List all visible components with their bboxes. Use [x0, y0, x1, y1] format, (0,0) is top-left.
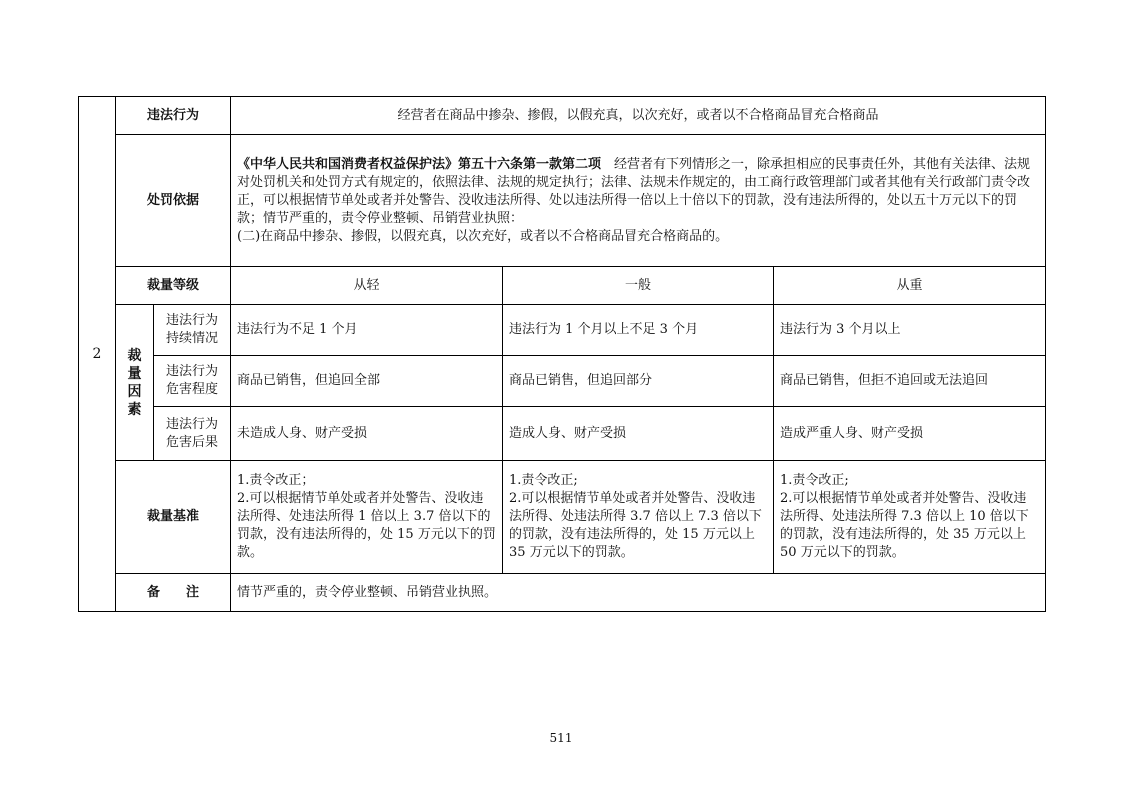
factor-row [79, 407, 1046, 461]
factor-normal: 商品已销售，但追回部分 [503, 356, 774, 407]
factor-normal: 违法行为 1 个月以上不足 3 个月 [503, 305, 774, 356]
remark-label: 备 注 [116, 574, 231, 612]
factor-heavy: 造成严重人身、财产受损 [774, 407, 1046, 461]
row-index: 2 [79, 97, 116, 612]
discretion-table [78, 96, 1046, 612]
standard-normal: 1.责令改正; 2.可以根据情节单处或者并处警告、没收违法所得、处违法所得 3.7 倍以上 7.3 倍以下的罚款，没有违法所得的，处 15 万元以上 35 万元以下的罚款。 [503, 461, 774, 574]
factor-name: 违法行为 危害后果 [154, 407, 231, 461]
basis-text: 经营者有下列情形之一，除承担相应的民事责任外，其他有关法律、法规对处罚机关和处罚方式有规定的，依照法律、法规的规定执行；法律、法规未作规定的，由工商行政管理部门或者其他有关行政部门责令改正，可以根据情节单处或者并处警告、没收违法所得、处以违法所得一倍以上十倍以下的罚款，没有违法所得的，处以五十万元以下的罚款；情节严重的，责令停业整顿、吊销营业执照： [237, 156, 1031, 226]
factor-light: 商品已销售，但追回全部 [231, 356, 503, 407]
standard-light: 1.责令改正； 2.可以根据情节单处或者并处警告、没收违法所得、处违法所得 1 倍以上 3.7 倍以下的罚款，没有违法所得的，处 15 万元以下的罚款。 [231, 461, 503, 574]
factor-heavy: 违法行为 3 个月以上 [774, 305, 1046, 356]
factor-light: 违法行为不足 1 个月 [231, 305, 503, 356]
factor-row [79, 305, 1046, 356]
remark-row [79, 574, 1046, 612]
remark-text: 情节严重的，责令停业整顿、吊销营业执照。 [231, 574, 1046, 612]
basis-content [231, 135, 1046, 267]
basis-row [79, 135, 1046, 267]
levels-label: 裁量等级 [116, 267, 231, 305]
standard-heavy: 1.责令改正; 2.可以根据情节单处或者并处警告、没收违法所得、处违法所得 7.3 倍以上 10 倍以下的罚款，没有违法所得的，处 35 万元以上 50 万元以下的罚款。 [774, 461, 1046, 574]
level-light: 从轻 [231, 267, 503, 305]
violation-text: 经营者在商品中掺杂、掺假，以假充真，以次充好，或者以不合格商品冒充合格商品 [231, 97, 1046, 135]
level-heavy: 从重 [774, 267, 1046, 305]
basis-law-title: 《中华人民共和国消费者权益保护法》第五十六条第一款第二项 [237, 156, 602, 172]
factor-light: 未造成人身、财产受损 [231, 407, 503, 461]
factor-heavy: 商品已销售，但拒不追回或无法追回 [774, 356, 1046, 407]
factor-normal: 造成人身、财产受损 [503, 407, 774, 461]
factors-label: 裁 量 因 素 [116, 305, 154, 461]
violation-label: 违法行为 [116, 97, 231, 135]
violation-row [79, 97, 1046, 135]
levels-row [79, 267, 1046, 305]
factor-name: 违法行为 持续情况 [154, 305, 231, 356]
level-normal: 一般 [503, 267, 774, 305]
standard-label: 裁量基准 [116, 461, 231, 574]
factor-row [79, 356, 1046, 407]
page-number: 511 [549, 731, 573, 745]
standard-row [79, 461, 1046, 574]
factor-name: 违法行为 危害程度 [154, 356, 231, 407]
basis-item: (二)在商品中掺杂、掺假，以假充真，以次充好，或者以不合格商品冒充合格商品的。 [237, 228, 729, 244]
basis-label: 处罚依据 [116, 135, 231, 267]
